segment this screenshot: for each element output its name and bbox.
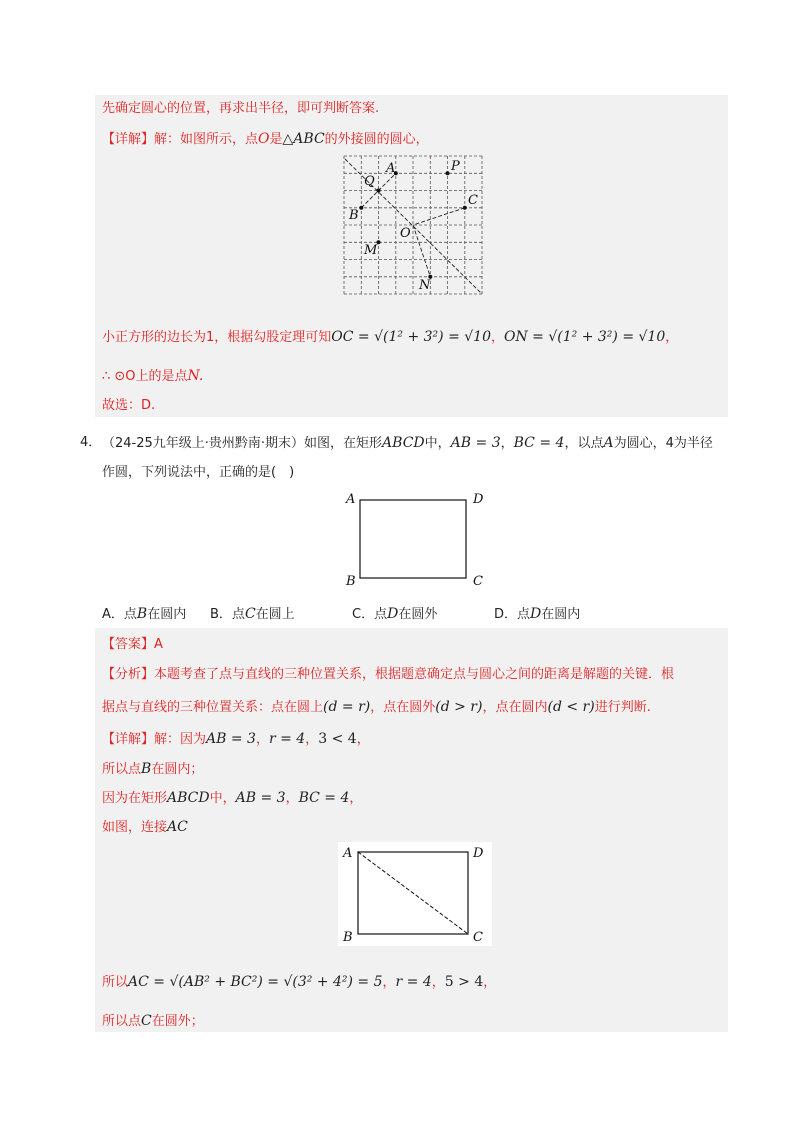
conclusion-point: N.	[187, 368, 204, 384]
sep: ，	[285, 791, 299, 806]
detail-1a: 解：因为	[154, 732, 207, 747]
answer-tag: 【答案】	[102, 637, 155, 652]
option-b[interactable]	[210, 605, 295, 624]
analysis-2a: 据点与直线的三种位置关系：点在圆上	[102, 700, 324, 715]
on-formula: ON = √(1² + 3²) = √10	[504, 329, 666, 345]
option-post: 在圆上	[255, 607, 295, 622]
answer-value: A	[154, 637, 163, 652]
segment-ac: AC	[167, 819, 188, 835]
q4-stem-line1: （24-25九年级上·贵州黔南·期末）如图，在矩形ABCD中，AB = 3，BC = 4，以点A为圆心，4为半径	[102, 435, 713, 451]
analysis-text: 本题考查了点与直线的三种位置关系，根据题意确定点与圆心之间的距离是解题的关键．根	[154, 667, 675, 682]
rect-line-a: 因为在矩形	[102, 791, 168, 806]
detail-mid: 是	[269, 132, 283, 147]
q4-so-c	[102, 1012, 204, 1031]
bc-eq: BC = 4	[298, 790, 350, 806]
compare-3-4: 3 < 4	[318, 731, 357, 747]
label-q: Q	[364, 174, 375, 189]
option-pre: 点	[374, 607, 388, 622]
q4-answer	[102, 636, 163, 654]
label-n: N	[419, 278, 431, 293]
so-b-b: 在圆内；	[151, 762, 204, 777]
detail-suffix: 的外接圆的圆心，	[324, 132, 429, 147]
q4-so-b	[102, 760, 203, 779]
rect-name: ABCD	[167, 790, 210, 806]
stem-c: ，以点	[564, 436, 604, 451]
point-c-dot	[463, 206, 467, 210]
detail-tag: 【详解】	[102, 732, 155, 747]
label-a: A	[386, 161, 396, 176]
triangle-abc: △ABC	[282, 131, 325, 147]
hint-text: 先确定圆心的位置，再求出半径，即可判断答案.	[102, 101, 380, 116]
label-p: P	[451, 159, 460, 174]
q4-connect-line	[102, 818, 188, 837]
option-point: D	[530, 606, 542, 622]
option-point: C	[244, 606, 256, 622]
q3-choice	[102, 397, 155, 415]
sep: ，	[382, 975, 396, 990]
q4-rect-line	[102, 789, 362, 808]
radius-text: 小正方形的边长为1，根据勾股定理可知	[102, 330, 332, 345]
analysis-2d: 进行判断.	[594, 700, 651, 715]
r-eq-4: r = 4	[268, 731, 306, 747]
point-o: O	[258, 131, 270, 147]
label-m: M	[364, 243, 378, 258]
label-o: O	[400, 226, 411, 241]
fig-label-c: C	[473, 930, 483, 945]
choice-text: 故选：D.	[102, 398, 156, 413]
option-point: D	[387, 606, 399, 622]
option-letter: C．	[352, 607, 375, 622]
conclusion-prefix: ∴ ⊙O上的是点	[102, 369, 188, 384]
q4-analysis-line1	[102, 666, 674, 684]
point-b: B	[141, 761, 152, 777]
ac-formula: AC = √(AB² + BC²) = √(3² + 4²) = 5	[128, 974, 383, 990]
label-b: B	[349, 208, 359, 223]
option-post: 在圆内	[541, 607, 581, 622]
option-pre: 点	[123, 607, 137, 622]
ac-pre: 所以	[102, 975, 129, 990]
point-a: A	[603, 435, 614, 451]
option-post: 在圆内	[147, 607, 187, 622]
bc-eq: BC = 4	[513, 435, 565, 451]
q4-detail-line1	[102, 730, 370, 749]
compare-5-4: 5 > 4	[444, 974, 484, 990]
fig-label-d: D	[473, 492, 484, 507]
fig-label-b: B	[346, 574, 356, 589]
q4-analysis-line2	[102, 698, 651, 717]
analysis-tag: 【分析】	[102, 667, 155, 682]
option-c[interactable]	[352, 605, 437, 624]
option-letter: D．	[494, 607, 518, 622]
detail-prefix: 解：如图所示，点	[154, 132, 259, 147]
stem-a: （24-25九年级上·贵州黔南·期末）如图，在矩形	[102, 436, 383, 451]
q3-radius-line: 小正方形的边长为1，根据勾股定理可知OC = √(1² + 3²) = √10，ON = √(1² + 3²) = √10，	[102, 329, 679, 345]
label-c: C	[468, 193, 478, 208]
outside-cond: (d > r)	[435, 699, 483, 715]
oc-formula: OC = √(1² + 3²) = √10	[331, 329, 491, 345]
fig-label-a: A	[343, 846, 353, 861]
grid-figure	[340, 152, 490, 298]
ab-eq-3: AB = 3	[206, 731, 256, 747]
stem-b: 中，	[424, 436, 451, 451]
sep: ，	[349, 791, 363, 806]
fig-label-a: A	[346, 492, 356, 507]
fig-label-b: B	[343, 930, 353, 945]
point-q-dot	[377, 189, 381, 193]
ab-eq: AB = 3	[450, 435, 501, 451]
so-b-a: 所以点	[102, 762, 142, 777]
so-c-a: 所以点	[102, 1014, 142, 1029]
so-c-b: 在圆外；	[151, 1014, 204, 1029]
sep: ，	[483, 975, 497, 990]
fig-label-c: C	[473, 574, 483, 589]
q3-conclusion	[102, 367, 203, 386]
r-eq-4: r = 4	[395, 974, 432, 990]
analysis-2b: ，点在圆外	[370, 700, 436, 715]
ab-eq: AB = 3	[235, 790, 286, 806]
inside-cond: (d < r)	[547, 699, 595, 715]
connect-a: 如图，连接	[102, 820, 168, 835]
rect-line-b: 中，	[209, 791, 236, 806]
q4-solution-figure	[338, 842, 492, 946]
option-letter: A．	[102, 607, 124, 622]
sep: ，	[431, 975, 445, 990]
option-point: B	[136, 606, 148, 622]
q4-rectangle-figure	[342, 488, 492, 590]
q4-ac-line	[102, 973, 496, 992]
q4-solution-panel	[95, 628, 728, 1032]
option-post: 在圆外	[398, 607, 438, 622]
q4-number: 4．	[80, 435, 102, 450]
option-letter: B．	[210, 607, 232, 622]
rectangle-abcd	[360, 500, 466, 578]
option-pre: 点	[231, 607, 245, 622]
fig-label-d: D	[473, 846, 484, 861]
sep: ，	[255, 732, 269, 747]
sep: ，	[305, 732, 319, 747]
rect-name: ABCD	[382, 435, 425, 451]
q4-stem-line2: 作圆，下列说法中，正确的是( )	[102, 465, 295, 480]
sep: ，	[356, 732, 370, 747]
point-b-dot	[359, 206, 363, 210]
on-circle-cond: (d = r)	[323, 699, 371, 715]
option-d[interactable]	[494, 605, 580, 624]
option-a[interactable]	[102, 605, 186, 624]
q3-hint	[102, 100, 379, 118]
detail-tag: 【详解】	[102, 132, 155, 147]
point-c: C	[141, 1013, 152, 1029]
q3-detail-line	[102, 130, 429, 149]
option-pre: 点	[517, 607, 531, 622]
point-p-dot	[446, 171, 450, 175]
stem-d: 为圆心，4为半径	[613, 436, 713, 451]
analysis-2c: ，点在圆内	[482, 700, 548, 715]
